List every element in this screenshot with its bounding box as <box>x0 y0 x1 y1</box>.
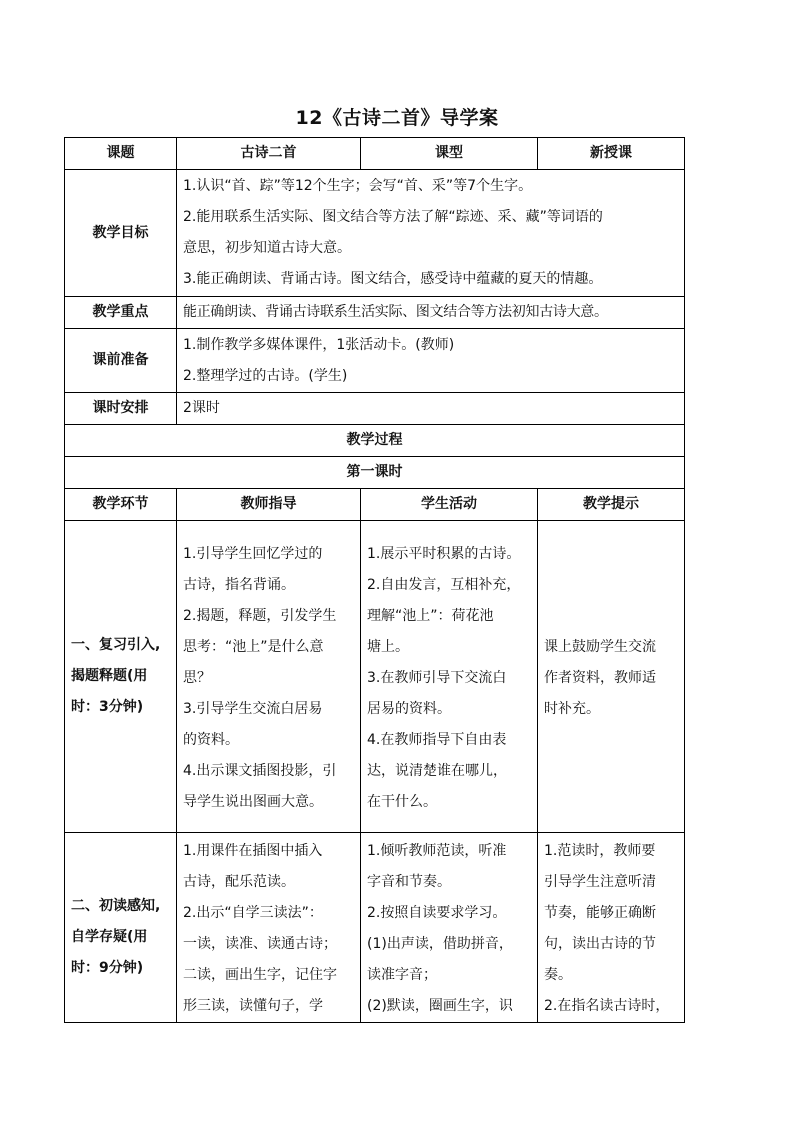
lesson-plan-table <box>64 137 685 1023</box>
schedule-label: 课时安排 <box>65 393 177 425</box>
key-points-label: 教学重点 <box>65 297 177 329</box>
student-activity: 1.展示平时积累的古诗。 2.自由发言，互相补充， 理解“池上”：荷花池 塘上。 3.在教师引导下交流白 居易的资料。 4.在教师指导下自由表 达，说清楚谁在哪儿， 在干什么。 <box>361 521 538 833</box>
goal-line: 3.能正确朗读、背诵古诗。图文结合，感受诗中蕴藏的夏天的情趣。 <box>183 271 603 287</box>
key-points-row <box>65 297 685 329</box>
process-title-row <box>65 425 685 457</box>
teacher-guidance: 1.引导学生回忆学过的 古诗，指名背诵。 2.揭题，释题，引发学生 思考：“池上”是什么意 思？ 3.引导学生交流白居易 的资料。 4.出示课文插图投影，引 导学生说出图画大意。 <box>177 521 361 833</box>
preparation-row <box>65 329 685 393</box>
lesson-title: 第一课时 <box>65 457 685 489</box>
preparation-line: 1.制作教学多媒体课件，1张活动卡。(教师) <box>183 336 455 353</box>
teacher-guidance: 1.用课件在插图中插入 古诗，配乐范读。 2.出示“自学三读法”： 一读，读准、读通古诗； 二读，画出生字，记住字 形三读，读懂句子，学 <box>177 833 361 1023</box>
preparation-content <box>177 329 685 393</box>
key-points-content <box>177 297 685 329</box>
column-header-stage: 教学环节 <box>65 489 177 521</box>
stage-row-1 <box>65 521 685 833</box>
schedule-value: 2课时 <box>177 393 685 425</box>
column-header-student: 学生活动 <box>361 489 538 521</box>
teaching-tips: 1.范读时，教师要 引导学生注意听清 节奏，能够正确断 句，读出古诗的节 奏。 2.在指名读古诗时， <box>538 833 685 1023</box>
subject-label: 课题 <box>65 138 177 170</box>
stage-name: 一、复习引入, 揭题释题(用 时：3分钟) <box>65 521 177 833</box>
column-header-teacher: 教师指导 <box>177 489 361 521</box>
lesson-type-value: 新授课 <box>538 138 685 170</box>
subject-value: 古诗二首 <box>177 138 361 170</box>
column-header-tips: 教学提示 <box>538 489 685 521</box>
goals-row <box>65 170 685 297</box>
stage-name: 二、初读感知, 自学存疑(用 时：9分钟) <box>65 833 177 1023</box>
preparation-label: 课前准备 <box>65 329 177 393</box>
lesson-title-row <box>65 457 685 489</box>
subject-row <box>65 138 685 170</box>
page-title: 12《古诗二首》导学案 <box>295 107 499 129</box>
key-points-text: 能正确朗读、背诵古诗联系生活实际、图文结合等方法初知古诗大意。 <box>183 304 608 320</box>
preparation-line: 2.整理学过的古诗。(学生) <box>183 367 348 384</box>
process-title: 教学过程 <box>65 425 685 457</box>
goals-label: 教学目标 <box>65 170 177 297</box>
student-activity: 1.倾听教师范读，听准 字音和节奏。 2.按照自读要求学习。 (1)出声读，借助拼音， 读准字音； (2)默读，圈画生字，识 <box>361 833 538 1023</box>
goals-content <box>177 170 685 297</box>
lesson-type-label: 课型 <box>361 138 538 170</box>
column-header-row <box>65 489 685 521</box>
goal-line: 2.能用联系生活实际、图文结合等方法了解“踪迹、采、藏”等词语的 <box>183 209 603 225</box>
schedule-row <box>65 393 685 425</box>
stage-row-2 <box>65 833 685 1023</box>
goal-line: 1.认识“首、踪”等12个生字；会写“首、采”等7个生字。 <box>183 178 533 194</box>
goal-line: 意思，初步知道古诗大意。 <box>183 240 351 256</box>
teaching-tips: 课上鼓励学生交流 作者资料，教师适 时补充。 <box>538 521 685 833</box>
